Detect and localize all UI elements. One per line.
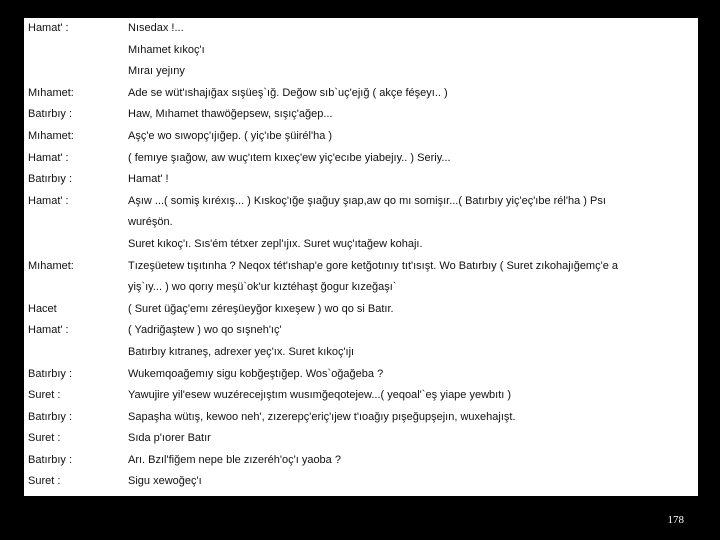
page-number: 178 — [667, 514, 684, 526]
dialogue-line: Sıda p'ıorer Batır — [128, 432, 211, 445]
dialogue-line: Wukemqoağemıy sigu kobğeştığep. Wos`oğağeba ? — [128, 367, 384, 380]
transcript-row — [24, 299, 698, 321]
transcript-row — [24, 40, 698, 62]
transcript-row — [24, 126, 698, 148]
dialogue-line: Aşıw ...( somiş kıréxış... ) Kıskoç'ığe şıağuy şıap,aw qo mı somişır...( Batırbıy yiç'eç'ıbe rél'ha ) Psı — [128, 194, 606, 207]
transcript-row — [24, 428, 698, 450]
transcript-row — [24, 18, 698, 40]
dialogue-line: ( Yadriğaştew ) wo qo sışneh'ıç' — [128, 324, 282, 337]
transcript-row — [24, 320, 698, 342]
speaker-label: Hamat' : — [28, 194, 69, 207]
speaker-label: Suret : — [28, 389, 61, 402]
speaker-label: Mıhamet: — [28, 259, 74, 272]
transcript-row — [24, 234, 698, 256]
speaker-label: Mıhamet: — [28, 129, 74, 142]
dialogue-line: Sapaşha wütış, kewoo neh', zızerepç'eriç'ıjew t'ıoağıy pışeğupşejın, wuxehajışt. — [128, 410, 516, 423]
dialogue-line: Mıraı yejıny — [128, 65, 185, 78]
transcript-row — [24, 450, 698, 472]
dialogue-line: Ade se wüt'ıshajığax sışüeş`ığ. Değow sıb`uç'ejığ ( akçe féşeyı.. ) — [128, 86, 448, 99]
speaker-label: Hamat' : — [28, 151, 69, 164]
speaker-label: Batırbıy : — [28, 410, 73, 423]
dialogue-line: Mıhamet kıkoç'ı — [128, 43, 205, 56]
dialogue-line: Aşç'e wo sıwopç'ıjığep. ( yiç'ıbe şüirél'ha ) — [128, 129, 333, 142]
transcript-row — [24, 61, 698, 83]
transcript-row — [24, 169, 698, 191]
dialogue-line: ( femıye şıağow, aw wuç'ıtem kıxeç'ew yiç'ecıbe yiabejıy.. ) Seriy... — [128, 151, 451, 164]
dialogue-line: Haw, Mıhamet thawöğepsew, sışıç'ağep... — [128, 108, 333, 121]
speaker-label: Suret : — [28, 475, 61, 488]
dialogue-line: Yawujire yil'esew wuzérecejıştım wusımğeqotejew...( yeqoal'`eş yiape yewbıtı ) — [128, 389, 512, 402]
transcript-row — [24, 104, 698, 126]
dialogue-line: wuréşön. — [128, 216, 173, 229]
dialogue-line: Suret kıkoç'ı. Sıs'ém tétxer zepl'ıjıx. Suret wuç'ıtağew kohajı. — [128, 237, 423, 250]
dialogue-line: Tızeşüetew tışıtınha ? Neqox tét'ıshap'e gore ketğotınıy tıt'ısışt. Wo Batırbıy ( Suret zıkohajığemç'e a — [128, 259, 618, 272]
speaker-label: Batırbıy : — [28, 108, 73, 121]
speaker-label: Hacet — [28, 302, 57, 315]
dialogue-line: ( Suret üğaç'emı zéreşüeyğor kıxeşew ) wo qo si Batır. — [128, 302, 394, 315]
dialogue-line: Sigu xewoğeç'ı — [128, 475, 202, 488]
transcript-rows — [24, 18, 698, 496]
transcript-row — [24, 191, 698, 213]
dialogue-line: Arı. Bzıl'fiğem nepe ble zızeréh'oç'ı yaoba ? — [128, 453, 341, 466]
transcript-row — [24, 364, 698, 386]
speaker-label: Batırbıy : — [28, 367, 73, 380]
dialogue-line: yiş`ıy... ) wo qorıy meşü`ok'ur kıztéhaşt ğogur kızeğaşı` — [128, 281, 397, 294]
speaker-label: Batırbıy : — [28, 453, 73, 466]
transcript-row — [24, 407, 698, 429]
speaker-label: Hamat' : — [28, 324, 69, 337]
dialogue-line: Batırbıy kıtraneş, adrexer yeç'ıx. Suret kıkoç'ıjı — [128, 345, 355, 358]
transcript-row — [24, 385, 698, 407]
speaker-label: Mıhamet: — [28, 86, 74, 99]
speaker-label: Hamat' : — [28, 22, 69, 34]
transcript-sheet — [24, 18, 698, 496]
transcript-row — [24, 277, 698, 299]
transcript-row — [24, 256, 698, 278]
transcript-row — [24, 212, 698, 234]
speaker-label: Batırbıy : — [28, 173, 73, 186]
dialogue-line: Hamat' ! — [128, 173, 169, 186]
transcript-row — [24, 83, 698, 105]
transcript-row — [24, 471, 698, 493]
transcript-row — [24, 148, 698, 170]
dialogue-line: Nısedax !... — [128, 22, 184, 34]
speaker-label: Suret : — [28, 432, 61, 445]
transcript-row — [24, 342, 698, 364]
